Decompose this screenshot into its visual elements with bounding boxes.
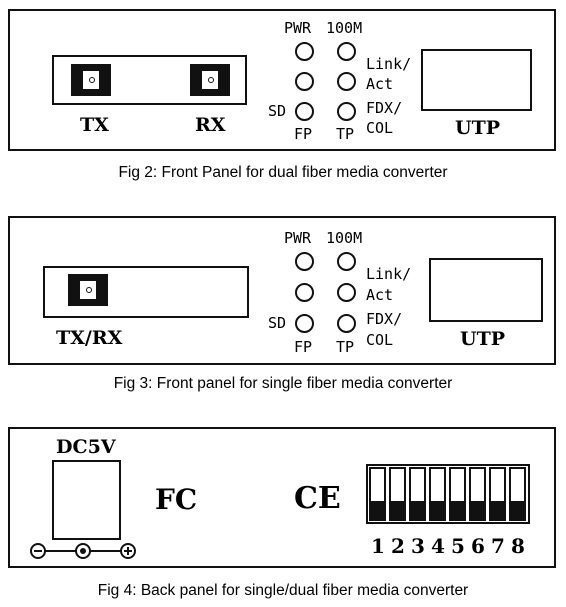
sd-led-icon [295,102,314,121]
fp-led-label: FP [294,125,313,143]
act-led-label: Act [366,286,394,304]
txrx-sc-connector-icon [68,274,108,306]
fp-link-led-icon [295,72,314,91]
sd-led-icon [295,314,314,333]
sd-led-label: SD [268,314,287,332]
center-pin-icon [75,543,91,559]
ce-mark: CE [294,481,341,516]
link-led-label: Link/ [366,265,412,283]
pwr-led-icon [295,252,314,271]
fp-link-led-icon [295,283,314,302]
dip-switch-4 [429,467,446,521]
pwr-led-label: PWR [284,229,312,247]
link-led-label: Link/ [366,55,412,73]
dip-switch-8 [509,467,526,521]
fdx-led-label: FDX/ [366,99,403,117]
front-panel-dual-fiber [8,9,556,151]
dip-number: 8 [511,534,525,558]
dip-switch-7 [489,467,506,521]
fig3-caption: Fig 3: Front panel for single fiber media converter [113,375,453,392]
fdx-led-icon [337,102,356,121]
dc5v-label: DC5V [56,436,116,458]
dip-number: 3 [411,534,425,558]
negative-terminal-icon [30,543,46,559]
sd-led-label: SD [268,102,287,120]
dip-number: 4 [431,534,445,558]
txrx-port-label: TX/RX [56,327,123,349]
col-led-label: COL [366,331,394,349]
dip-switch-2 [389,467,406,521]
tp-link-led-icon [337,283,356,302]
front-panel-single-fiber [8,216,556,365]
dip-number: 2 [391,534,405,558]
utp-port-label: UTP [460,328,505,350]
dip-number: 5 [451,534,465,558]
100m-led-label: 100M [326,19,363,37]
fdx-led-label: FDX/ [366,310,403,328]
rx-port-label: RX [195,114,226,136]
utp-port-label: UTP [455,117,500,139]
fp-led-label: FP [294,338,313,356]
rx-sc-connector-icon [190,64,230,96]
dip-number: 7 [491,534,505,558]
dip-number: 6 [471,534,485,558]
tp-led-label: TP [336,338,355,356]
tx-sc-connector-icon [71,64,111,96]
tp-led-label: TP [336,125,355,143]
fcc-mark: FC [155,483,198,516]
dip-number: 1 [371,534,385,558]
fig2-caption: Fig 2: Front Panel for dual fiber media converter [118,164,448,181]
100m-led-icon [337,42,356,61]
dip-switch-5 [449,467,466,521]
fdx-led-icon [337,314,356,333]
utp-port [421,49,532,111]
tx-port-label: TX [80,114,109,136]
100m-led-icon [337,252,356,271]
pwr-led-icon [295,42,314,61]
dip-switch-3 [409,467,426,521]
tp-link-led-icon [337,72,356,91]
col-led-label: COL [366,119,394,137]
fig4-caption: Fig 4: Back panel for single/dual fiber media converter [97,582,469,599]
positive-terminal-icon [120,543,136,559]
act-led-label: Act [366,75,394,93]
utp-port [429,258,543,322]
100m-led-label: 100M [326,229,363,247]
dip-switch-6 [469,467,486,521]
back-panel [8,427,556,568]
pwr-led-label: PWR [284,19,312,37]
power-jack-box [52,460,121,540]
dip-switch-1 [369,467,386,521]
